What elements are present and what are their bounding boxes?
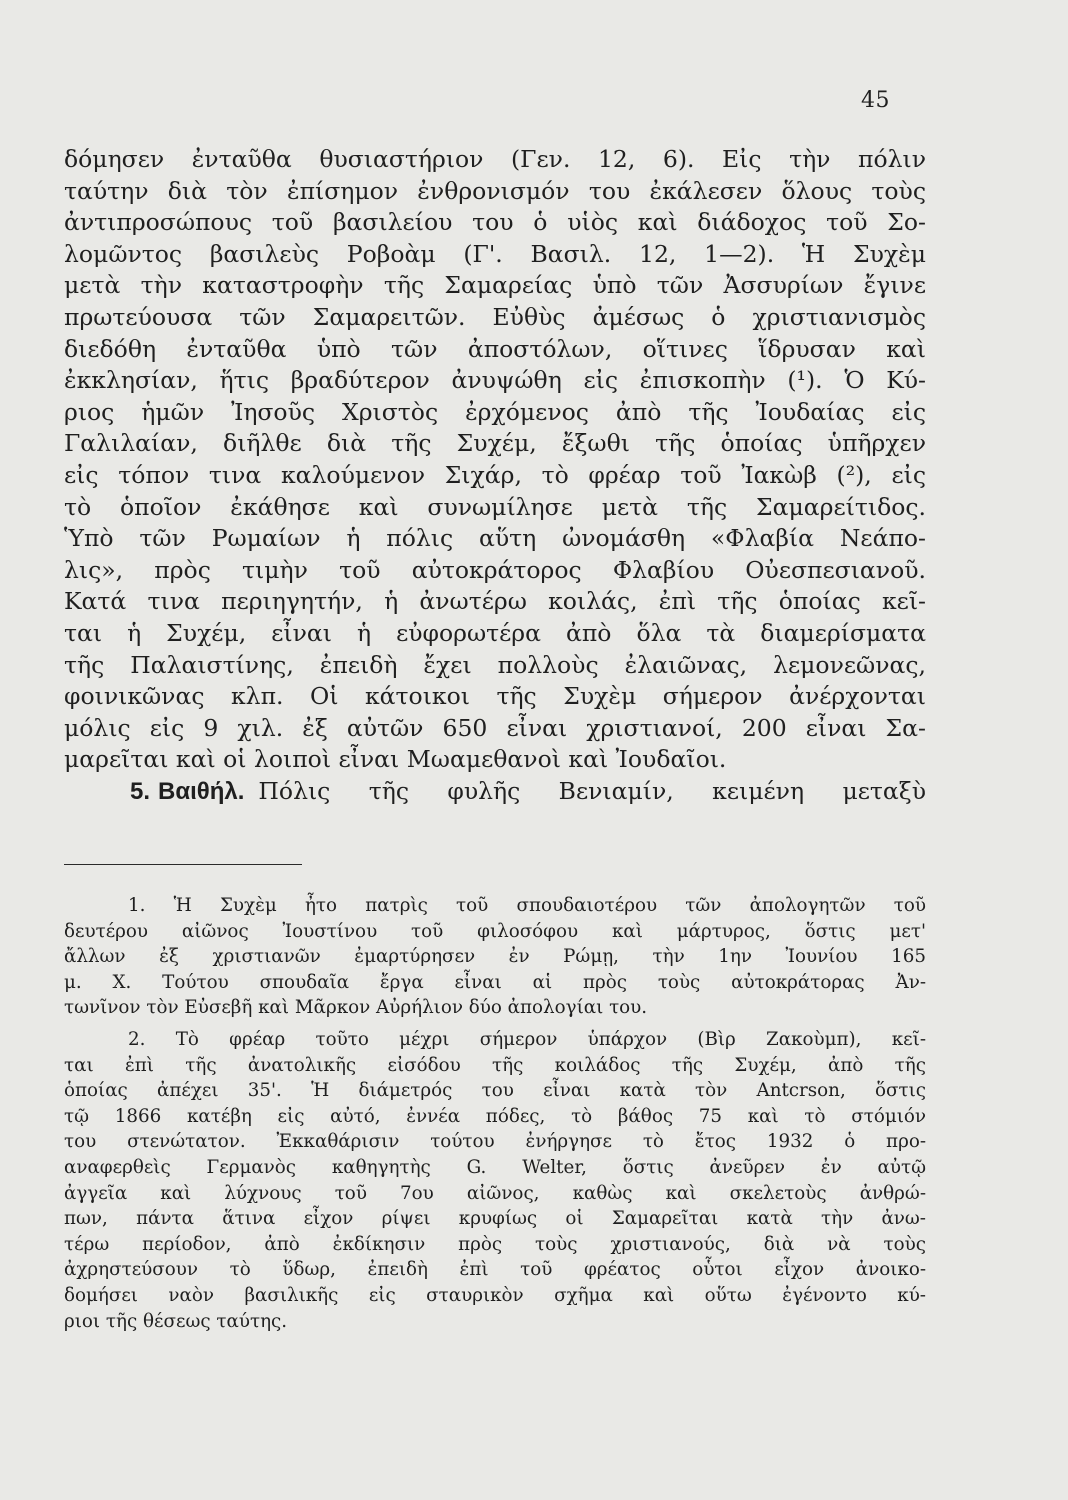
section-heading: Βαιθήλ. [158,777,245,805]
section-text: Πόλις τῆς φυλῆς Βενιαμίν, κειμένη μεταξὺ [258,776,926,805]
footnote-line: αναφερθεὶς Γερμανὸς καθηγητὴς G. Welter, ὅστις ἀνεῦρεν ἐν αὐτῷ [64,1156,926,1178]
footnote-line: ἀχρηστεύσουν τὸ ὕδωρ, ἐπειδὴ ἐπὶ τοῦ φρέατος οὗτοι εἶχον ἀνοικο- [64,1259,926,1281]
text-line: Γαλιλαίαν, διῆλθε διὰ τῆς Συχέμ, ἔξωθι τῆς ὁποίας ὑπῆρχεν [64,429,926,458]
footnote-1 [64,893,926,1021]
text-line: ἀντιπροσώπους τοῦ βασιλείου του ὁ υἱὸς καὶ διάδοχος τοῦ Σο- [64,208,926,237]
text-line: Ὑπὸ τῶν Ρωμαίων ἡ πόλις αὕτη ὠνομάσθη «Φλαβία Νεάπο- [64,524,926,553]
main-text [64,144,926,807]
footnote-line: μ. Χ. Τούτου σπουδαῖα ἔργα εἶναι αἱ πρὸς τοὺς αὐτοκράτορας Ἀν- [64,971,926,993]
text-line: ριος ἡμῶν Ἰησοῦς Χριστὸς ἐρχόμενος ἀπὸ τῆς Ἰουδαίας εἰς [64,397,926,426]
footnote-line: δευτέρου αἰῶνος Ἰουστίνου τοῦ φιλοσόφου καὶ μάρτυρος, ὅστις μετ' [64,920,926,942]
footnote-line: ἀγγεῖα καὶ λύχνους τοῦ 7ου αἰῶνος, καθὼς καὶ σκελετοὺς ἀνθρώ- [64,1182,926,1204]
text-line: μόλις εἰς 9 χιλ. ἐξ αὐτῶν 650 εἶναι χριστιανοί, 200 εἶναι Σα- [64,713,926,742]
footnote-line: δομήσει ναὸν βασιλικῆς εἰς σταυρικὸν σχῆμα καὶ οὕτω ἐγένοντο κύ- [64,1284,926,1306]
text-line: μετὰ τὴν καταστροφὴν τῆς Σαμαρείας ὑπὸ τῶν Ἀσσυρίων ἔγινε [64,271,926,300]
text-line: δόμησεν ἐνταῦθα θυσιαστήριον (Γεν. 12, 6). Εἰς τὴν πόλιν [64,145,926,173]
footnote-line: τῷ 1866 κατέβη εἰς αὐτό, ἐννέα πόδες, τὸ βάθος 75 καὶ τὸ στόμιόν [64,1105,926,1127]
text-line: Κατά τινα περιηγητήν, ἡ ἀνωτέρω κοιλάς, ἐπὶ τῆς ὁποίας κεῖ- [64,587,926,616]
text-line: τὸ ὁποῖον ἐκάθησε καὶ συνωμίλησε μετὰ τῆς Σαμαρείτιδος. [64,492,926,521]
footnote-line: ἄλλων ἐξ χριστιανῶν ἐμαρτύρησεν ἐν Ρώμῃ, τὴν 1ην Ἰουνίου 165 [64,946,926,968]
text-line: λις», πρὸς τιμὴν τοῦ αὐτοκράτορος Φλαβίου Οὐεσπεσιανοῦ. [64,555,926,584]
text-line: ταύτην διὰ τὸν ἐπίσημον ἐνθρονισμόν του ἐκάλεσεν ὅλους τοὺς [64,176,926,205]
footnote-line: ριοι τῆς θέσεως ταύτης. [64,1310,288,1332]
text-line: πρωτεύουσα τῶν Σαμαρειτῶν. Εὐθὺς ἀμέσως ὁ χριστιανισμὸς [64,302,926,331]
footnote-line: 2. Τὸ φρέαρ τοῦτο μέχρι σήμερον ὑπάρχον (Βὶρ Ζακοὺμπ), κεῖ- [128,1028,926,1050]
footnote-line: τωνῖνον τὸν Εὐσεβῆ καὶ Μᾶρκον Αὐρήλιον δύο ἀπολογίαι του. [64,997,648,1019]
section-heading-line [64,776,926,808]
text-line: φοινικῶνας κλπ. Οἱ κάτοικοι τῆς Συχὲμ σήμερον ἀνέρχονται [64,682,926,711]
footnote-line: ὁποίας ἀπέχει 35'. Ἡ διάμετρός του εἶναι κατὰ τὸν Antcrson, ὅστις [64,1080,926,1102]
footnote-line: του στενώτατον. Ἐκκαθάρισιν τούτου ἐνήργησε τὸ ἔτος 1932 ὁ προ- [64,1131,926,1153]
text-line: μαρεῖται καὶ οἱ λοιποὶ εἶναι Μωαμεθανοὶ καὶ Ἰουδαῖοι. [64,745,727,774]
text-line: εἰς τόπον τινα καλούμενον Σιχάρ, τὸ φρέαρ τοῦ Ἰακὼβ (²), εἰς [64,460,926,489]
text-line: λομῶντος βασιλεὺς Ροβοὰμ (Γ'. Βασιλ. 12, 1—2). Ἡ Συχὲμ [64,239,926,268]
section-number: 5. [130,777,151,805]
footnote-line: 1. Ἡ Συχὲμ ἦτο πατρὶς τοῦ σπουδαιοτέρου τῶν ἀπολογητῶν τοῦ [128,895,926,916]
text-line: διεδόθη ἐνταῦθα ὑπὸ τῶν ἀποστόλων, οἵτινες ἵδρυσαν καὶ [64,334,926,363]
footnote-divider [64,864,302,865]
page-number: 45 [861,88,890,113]
footnote-line: τέρω περίοδον, ἀπὸ ἐκδίκησιν πρὸς τοὺς χριστιανούς, διὰ νὰ τοὺς [64,1233,926,1255]
footnote-line: ται ἐπὶ τῆς ἀνατολικῆς εἰσόδου τῆς κοιλάδος τῆς Συχέμ, ἀπὸ τῆς [64,1054,926,1076]
footnote-2 [64,1027,926,1334]
footnote-line: πων, πάντα ἅτινα εἶχον ρίψει κρυφίως οἱ Σαμαρεῖται κατὰ τὴν ἀνω- [64,1208,926,1230]
text-line: ἐκκλησίαν, ἥτις βραδύτερον ἀνυψώθη εἰς ἐπισκοπὴν (¹). Ὁ Κύ- [64,366,926,395]
footnotes [64,893,926,1334]
text-line: ται ἡ Συχέμ, εἶναι ἡ εὐφορωτέρα ἀπὸ ὅλα τὰ διαμερίσματα [64,618,926,647]
text-line: τῆς Παλαιστίνης, ἐπειδὴ ἔχει πολλοὺς ἐλαιῶνας, λεμονεῶνας, [64,650,926,679]
